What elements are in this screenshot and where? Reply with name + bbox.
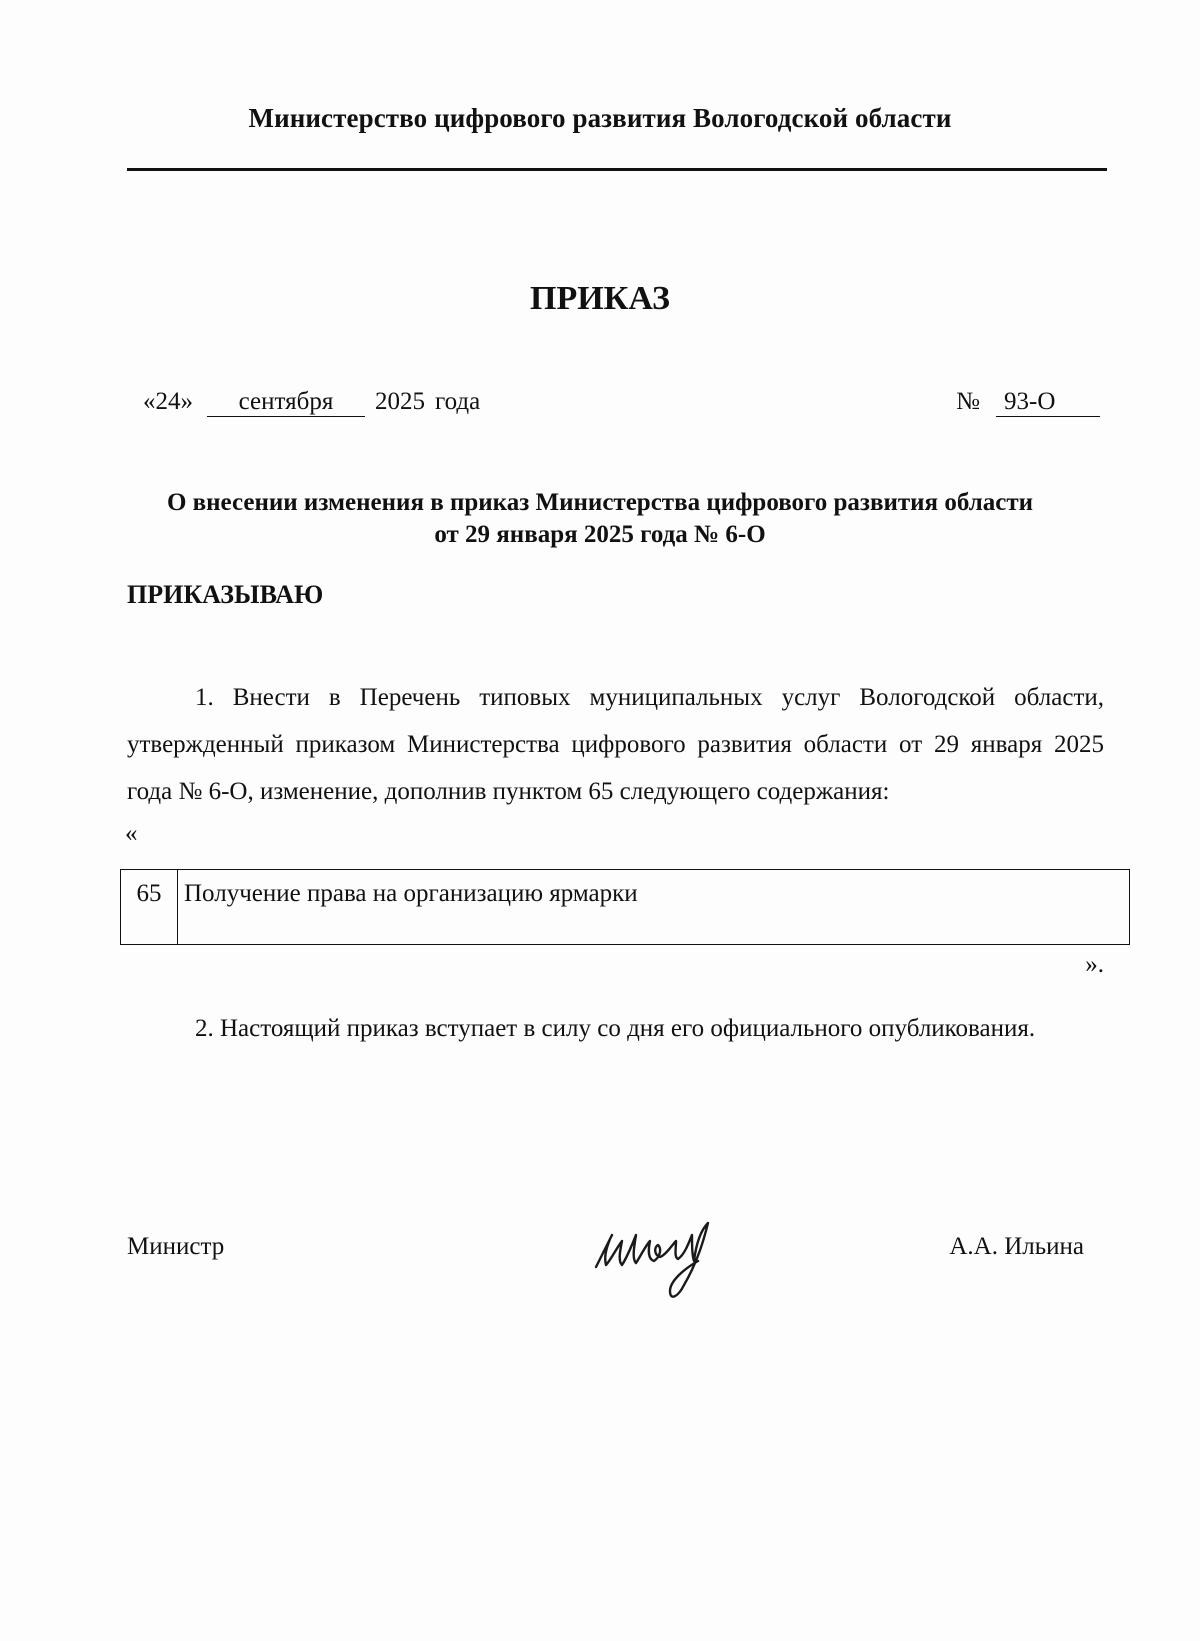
signatory-name: А.А. Ильина: [949, 1233, 1084, 1260]
open-quote: «: [125, 820, 138, 847]
date-day: «24»: [143, 388, 193, 415]
number-value: 93-О: [996, 388, 1100, 417]
subject-line-2: от 29 января 2025 года № 6-О: [434, 521, 766, 548]
table-row: [121, 870, 1130, 945]
close-quote: ».: [1085, 951, 1104, 978]
number-sign: №: [956, 388, 980, 415]
table-cell-service: Получение права на организацию ярмарки: [178, 870, 1130, 945]
paragraph-2: 2. Настоящий приказ вступает в силу со дня его официального опубликования.: [195, 1015, 1036, 1042]
handwritten-signature: [588, 1205, 728, 1305]
date-year-word: года: [435, 388, 481, 415]
document-subject: [100, 487, 1100, 551]
ministry-header: Министерство цифрового развития Вологодской области: [248, 103, 952, 133]
header-divider: [127, 168, 1107, 171]
date-month: сентября: [207, 388, 365, 417]
table-cell-number: 65: [121, 870, 178, 945]
document-date: [143, 388, 480, 417]
document-title: ПРИКАЗ: [530, 280, 670, 317]
document-number: [956, 388, 1100, 417]
order-command: ПРИКАЗЫВАЮ: [127, 580, 324, 609]
signatory-position: Министр: [127, 1233, 225, 1260]
paragraph-1: 1. Внести в Перечень типовых муниципальных услуг Вологодской области, утвержденный приказом Министерства цифрового развития области от 29 января 2025 года № 6-О, изменение, дополнив пунктом 65 следующего содержания:: [127, 684, 1104, 805]
amendment-table: [120, 869, 1130, 945]
subject-line-1: О внесении изменения в приказ Министерства цифрового развития области: [166, 489, 1034, 516]
date-year: 2025: [375, 388, 425, 415]
